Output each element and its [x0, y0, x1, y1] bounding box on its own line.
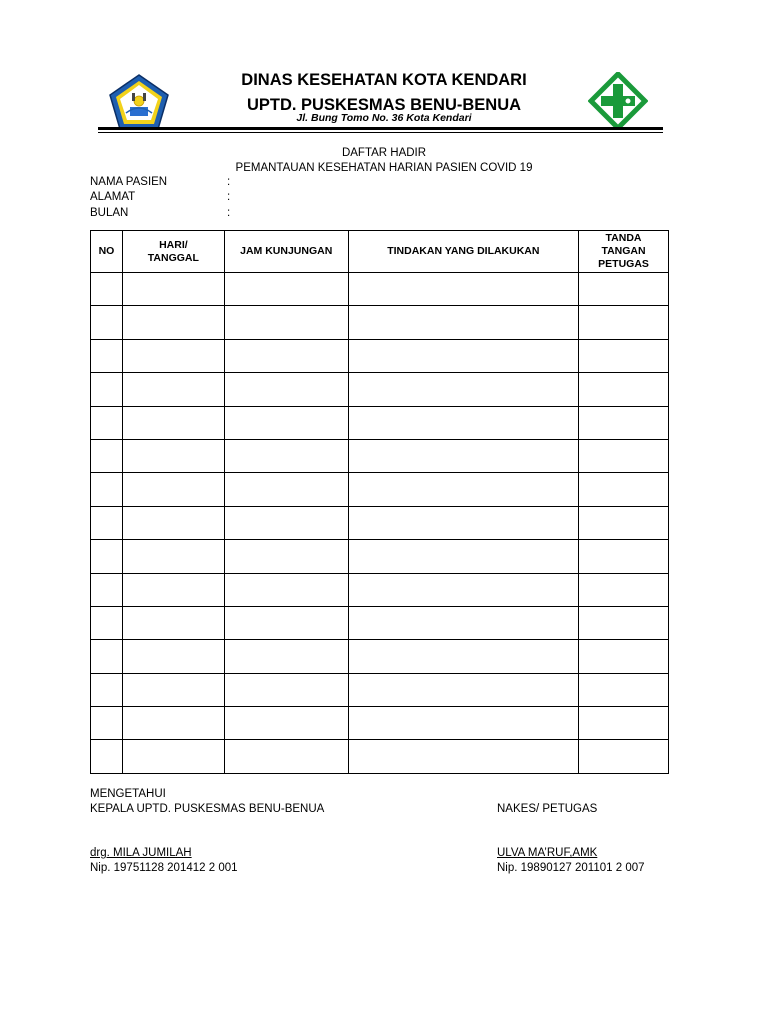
- cell-date[interactable]: [122, 473, 224, 506]
- cell-action[interactable]: [348, 439, 578, 472]
- cell-visit-time[interactable]: [224, 506, 348, 539]
- cell-visit-time[interactable]: [224, 373, 348, 406]
- cell-no[interactable]: [91, 373, 123, 406]
- cell-date[interactable]: [122, 606, 224, 639]
- agency-name: DINAS KESEHATAN KOTA KENDARI: [241, 71, 527, 89]
- cell-action[interactable]: [348, 273, 578, 306]
- cell-action[interactable]: [348, 740, 578, 773]
- cell-date[interactable]: [122, 306, 224, 339]
- table-row: [91, 439, 669, 472]
- cell-date[interactable]: [122, 339, 224, 372]
- table-row: [91, 640, 669, 673]
- table-row: [91, 707, 669, 740]
- cell-date[interactable]: [122, 740, 224, 773]
- field-patient-name: [90, 176, 230, 188]
- clinic-name: UPTD. PUSKESMAS BENU-BENUA: [246, 96, 522, 114]
- cell-date[interactable]: [122, 673, 224, 706]
- cell-visit-time[interactable]: [224, 673, 348, 706]
- field-address: [90, 191, 230, 203]
- cell-no[interactable]: [91, 506, 123, 539]
- col-header-no: NO: [91, 231, 123, 273]
- cell-visit-time[interactable]: [224, 707, 348, 740]
- cell-no[interactable]: [91, 439, 123, 472]
- cell-visit-time[interactable]: [224, 573, 348, 606]
- cell-signature[interactable]: [579, 473, 669, 506]
- cell-signature[interactable]: [579, 606, 669, 639]
- document-subtitle: PEMANTAUAN KESEHATAN HARIAN PASIEN COVID 19: [235, 162, 533, 174]
- field-separator: :: [227, 207, 231, 219]
- table-row: [91, 540, 669, 573]
- cell-signature[interactable]: [579, 373, 669, 406]
- table-row: [91, 339, 669, 372]
- col-header-date: HARI/ TANGGAL: [122, 231, 224, 273]
- cell-action[interactable]: [348, 540, 578, 573]
- cell-visit-time[interactable]: [224, 273, 348, 306]
- cell-no[interactable]: [91, 473, 123, 506]
- head-title: KEPALA UPTD. PUSKESMAS BENU-BENUA: [90, 803, 325, 815]
- cell-date[interactable]: [122, 373, 224, 406]
- cell-signature[interactable]: [579, 506, 669, 539]
- field-label: ALAMAT: [90, 191, 136, 203]
- cell-date[interactable]: [122, 573, 224, 606]
- cell-visit-time[interactable]: [224, 306, 348, 339]
- field-separator: :: [227, 176, 231, 188]
- cell-signature[interactable]: [579, 339, 669, 372]
- cell-visit-time[interactable]: [224, 606, 348, 639]
- staff-nip: Nip. 19890127 201101 2 007: [497, 862, 645, 874]
- cell-action[interactable]: [348, 606, 578, 639]
- staff-name: ULVA MA’RUF,AMK: [497, 847, 598, 859]
- cell-visit-time[interactable]: [224, 339, 348, 372]
- cell-date[interactable]: [122, 707, 224, 740]
- cell-signature[interactable]: [579, 573, 669, 606]
- cell-no[interactable]: [91, 339, 123, 372]
- cell-signature[interactable]: [579, 406, 669, 439]
- col-header-visit-time: JAM KUNJUNGAN: [224, 231, 348, 273]
- field-separator: :: [227, 191, 231, 203]
- cell-date[interactable]: [122, 273, 224, 306]
- cell-date[interactable]: [122, 406, 224, 439]
- cell-signature[interactable]: [579, 640, 669, 673]
- cell-visit-time[interactable]: [224, 439, 348, 472]
- field-month: [90, 207, 230, 219]
- attendance-table: [90, 230, 669, 774]
- cell-visit-time[interactable]: [224, 473, 348, 506]
- cell-no[interactable]: [91, 273, 123, 306]
- table-row: [91, 506, 669, 539]
- table-row: [91, 606, 669, 639]
- document-title: DAFTAR HADIR: [341, 147, 427, 159]
- cell-action[interactable]: [348, 640, 578, 673]
- cell-signature[interactable]: [579, 306, 669, 339]
- cell-no[interactable]: [91, 740, 123, 773]
- cell-visit-time[interactable]: [224, 640, 348, 673]
- field-label: BULAN: [90, 207, 129, 219]
- table-row: [91, 673, 669, 706]
- acknowledged-label: MENGETAHUI: [90, 788, 166, 800]
- cell-date[interactable]: [122, 540, 224, 573]
- cell-no[interactable]: [91, 540, 123, 573]
- cell-action[interactable]: [348, 306, 578, 339]
- table-row: [91, 406, 669, 439]
- staff-title: NAKES/ PETUGAS: [497, 803, 598, 815]
- cell-signature[interactable]: [579, 540, 669, 573]
- cell-no[interactable]: [91, 406, 123, 439]
- cell-visit-time[interactable]: [224, 540, 348, 573]
- cell-visit-time[interactable]: [224, 740, 348, 773]
- cell-action[interactable]: [348, 707, 578, 740]
- cell-visit-time[interactable]: [224, 406, 348, 439]
- table-row: [91, 373, 669, 406]
- cell-action[interactable]: [348, 373, 578, 406]
- cell-signature[interactable]: [579, 273, 669, 306]
- cell-no[interactable]: [91, 573, 123, 606]
- cell-action[interactable]: [348, 506, 578, 539]
- cell-signature[interactable]: [579, 439, 669, 472]
- cell-signature[interactable]: [579, 707, 669, 740]
- table-row: [91, 473, 669, 506]
- table-row: [91, 306, 669, 339]
- cell-no[interactable]: [91, 606, 123, 639]
- col-header-action: TINDAKAN YANG DILAKUKAN: [348, 231, 578, 273]
- table-row: [91, 573, 669, 606]
- cell-no[interactable]: [91, 673, 123, 706]
- table-row: [91, 740, 669, 773]
- cell-action[interactable]: [348, 473, 578, 506]
- cell-date[interactable]: [122, 506, 224, 539]
- cell-no[interactable]: [91, 707, 123, 740]
- head-nip: Nip. 19751128 201412 2 001: [90, 862, 238, 874]
- cell-action[interactable]: [348, 673, 578, 706]
- clinic-address: Jl. Bung Tomo No. 36 Kota Kendari: [296, 112, 472, 124]
- cell-action[interactable]: [348, 406, 578, 439]
- cell-date[interactable]: [122, 640, 224, 673]
- header-rule-thin: [98, 132, 663, 133]
- cell-action[interactable]: [348, 339, 578, 372]
- table-header-row: [91, 231, 669, 273]
- table-row: [91, 273, 669, 306]
- field-label: NAMA PASIEN: [90, 176, 168, 188]
- cell-action[interactable]: [348, 573, 578, 606]
- col-header-officer-signature: TANDA TANGAN PETUGAS: [579, 231, 669, 273]
- header-rule-thick: [98, 127, 663, 130]
- cell-signature[interactable]: [579, 740, 669, 773]
- cell-no[interactable]: [91, 306, 123, 339]
- cell-date[interactable]: [122, 439, 224, 472]
- cell-signature[interactable]: [579, 673, 669, 706]
- head-name: drg. MILA JUMILAH: [90, 847, 192, 859]
- cell-no[interactable]: [91, 640, 123, 673]
